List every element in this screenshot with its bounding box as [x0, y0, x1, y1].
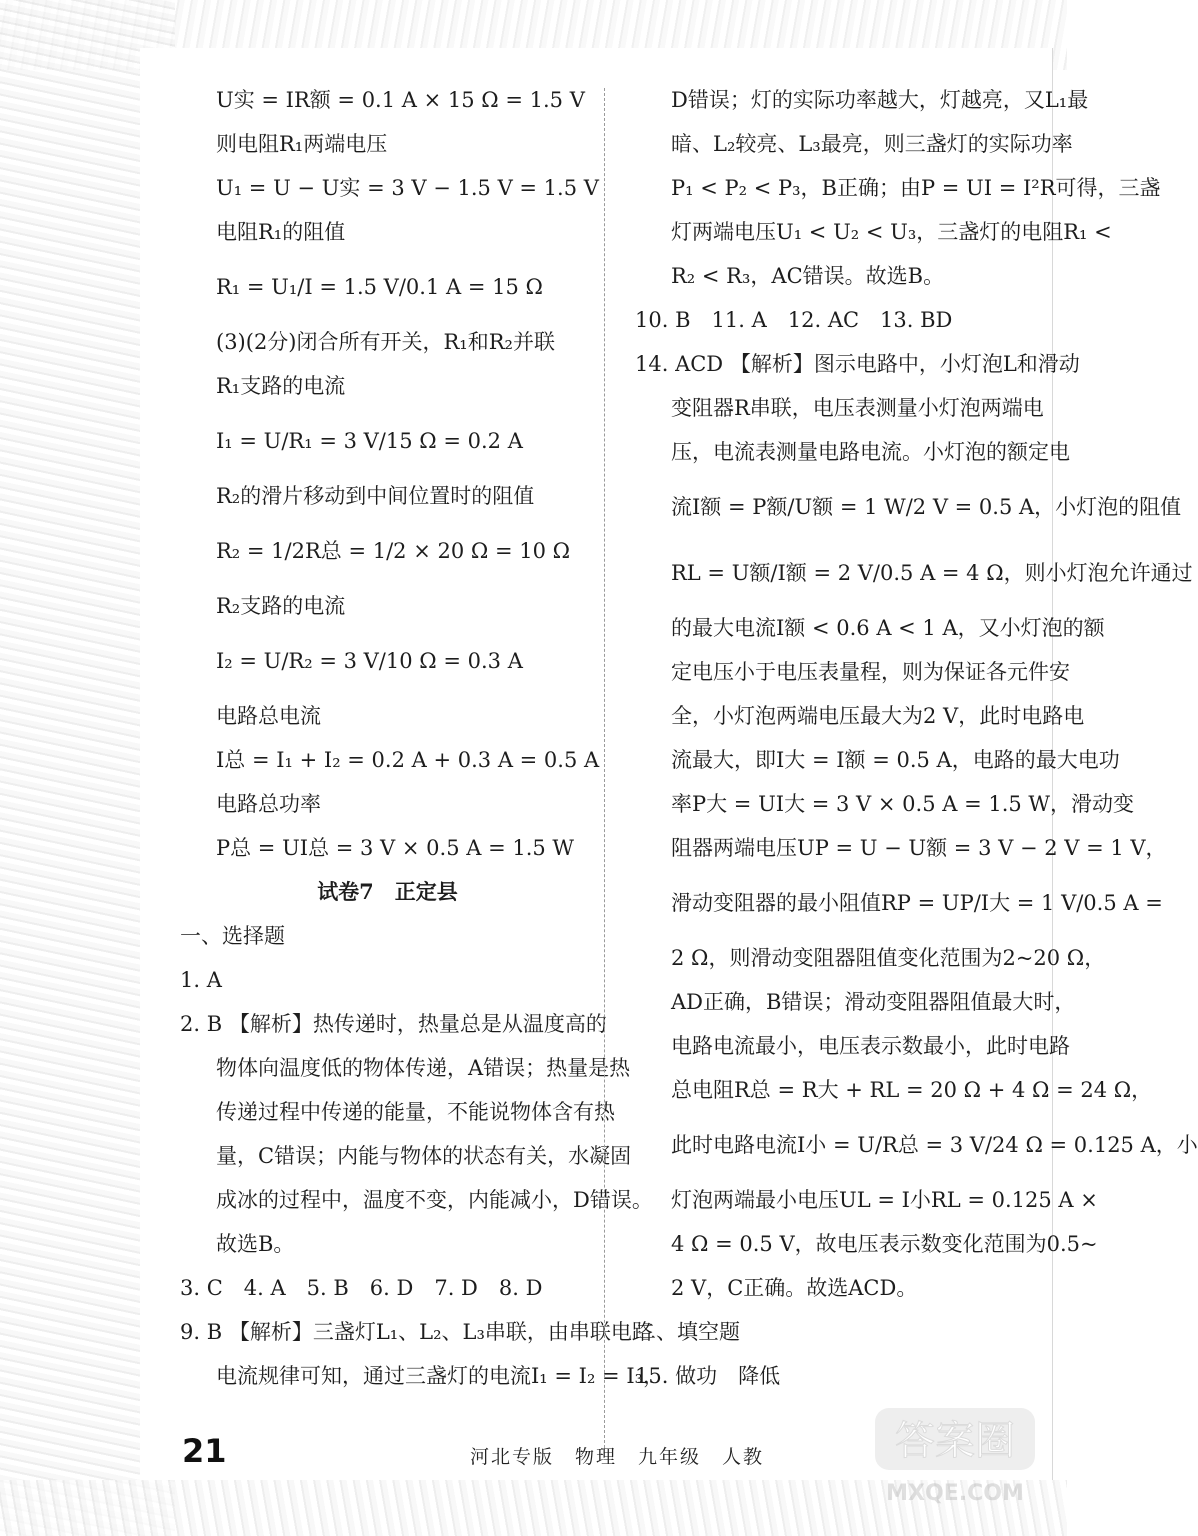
text-line: 率P大 = UI大 = 3 V × 0.5 A = 1.5 W，滑动变 — [671, 792, 1135, 816]
text-line: 电阻R₁的阻值 — [216, 220, 346, 244]
text-line: 2 Ω，则滑动变阻器阻值变化范围为2~20 Ω， — [671, 946, 1106, 970]
left-column — [180, 78, 665, 1398]
answer-line: 10. B 11. A 12. AC 13. BD — [635, 308, 953, 332]
right-column — [635, 78, 1198, 1398]
formula-line: 流I额 = P额/U额 = 1 W/2 V = 0.5 A，小灯泡的阻值 — [671, 495, 1182, 519]
answer-line: 14. ACD 【解析】图示电路中，小灯泡L和滑动 — [635, 352, 1080, 376]
text-line: P₁ < P₂ < P₃，B正确；由P = UI = I²R可得，三盏 — [671, 176, 1161, 200]
text-line: 流最大，即I大 = I额 = 0.5 A，电路的最大电功 — [671, 748, 1120, 772]
answer-line: 3. C 4. A 5. B 6. D 7. D 8. D — [180, 1276, 543, 1300]
text-line: 全，小灯泡两端电压最大为2 V，此时电路电 — [671, 704, 1085, 728]
formula-line: I₂ = U/R₂ = 3 V/10 Ω = 0.3 A — [216, 649, 523, 673]
footer-edition: 河北专版 物理 九年级 人教 — [470, 1446, 765, 1468]
text-line: 阻器两端电压UP = U − U额 = 3 V − 2 V = 1 V， — [671, 836, 1167, 860]
text-line: 2 V，C正确。故选ACD。 — [671, 1276, 918, 1300]
formula-line: R₂ = 1/2R总 = 1/2 × 20 Ω = 10 Ω — [216, 539, 571, 563]
formula-line: 滑动变阻器的最小阻值RP = UP/I大 = 1 V/0.5 A = — [671, 891, 1163, 915]
text-line: 4 Ω = 0.5 V，故电压表示数变化范围为0.5~ — [671, 1232, 1098, 1256]
text-line: 的最大电流I额 < 0.6 A < 1 A，又小灯泡的额 — [671, 616, 1105, 640]
formula-line: 此时电路电流I小 = U/R总 = 3 V/24 Ω = 0.125 A，小 — [671, 1133, 1198, 1157]
watermark-logo — [870, 1400, 1040, 1510]
formula-line: I₁ = U/R₁ = 3 V/15 Ω = 0.2 A — [216, 429, 523, 453]
text-line: I总 = I₁ + I₂ = 0.2 A + 0.3 A = 0.5 A — [216, 748, 600, 772]
text-line: U实 = IR额 = 0.1 A × 15 Ω = 1.5 V — [216, 88, 585, 112]
text-line: R₁支路的电流 — [216, 374, 346, 398]
section-title-fill: 二、填空题 — [635, 1320, 740, 1344]
text-line: 物体向温度低的物体传递，A错误；热量是热 — [216, 1056, 631, 1080]
text-line: R₂支路的电流 — [216, 594, 346, 618]
text-line: 总电阻R总 = R大 + RL = 20 Ω + 4 Ω = 24 Ω， — [671, 1078, 1153, 1102]
text-line: (3)(2分)闭合所有开关，R₁和R₂并联 — [216, 330, 555, 354]
watermark-main-text: 答案圈 — [895, 1418, 1015, 1464]
text-line: 电流规律可知，通过三盏灯的电流I₁ = I₂ = I₃， — [216, 1364, 665, 1388]
column-divider — [604, 88, 605, 1448]
text-line: 成冰的过程中，温度不变，内能减小，D错误。 — [216, 1188, 653, 1212]
text-line: U₁ = U − U实 = 3 V − 1.5 V = 1.5 V — [216, 176, 599, 200]
answer-line: 9. B 【解析】三盏灯L₁、L₂、L₃串联，由串联电路 — [180, 1320, 653, 1344]
text-line: 灯泡两端最小电压UL = I小RL = 0.125 A × — [671, 1188, 1098, 1212]
text-line: 则电阻R₁两端电压 — [216, 132, 388, 156]
text-line: P总 = UI总 = 3 V × 0.5 A = 1.5 W — [216, 836, 575, 860]
formula-line: RL = U额/I额 = 2 V/0.5 A = 4 Ω，则小灯泡允许通过 — [671, 561, 1193, 585]
page-number: 21 — [182, 1432, 227, 1470]
answer-page — [140, 48, 1198, 1480]
section-heading-test7: 试卷7 正定县 — [317, 879, 458, 904]
text-line: R₂的滑片移动到中间位置时的阻值 — [216, 484, 535, 508]
text-line: 电路电流最小，电压表示数最小，此时电路 — [671, 1034, 1070, 1058]
text-line: 定电压小于电压表量程，则为保证各元件安 — [671, 660, 1070, 684]
answer-line: 1. A — [180, 968, 222, 992]
text-line: 传递过程中传递的能量，不能说物体含有热 — [216, 1100, 615, 1124]
text-line: 量，C错误；内能与物体的状态有关，水凝固 — [216, 1144, 632, 1168]
section-title-choice: 一、选择题 — [180, 924, 285, 948]
formula-line: R₁ = U₁/I = 1.5 V/0.1 A = 15 Ω — [216, 275, 543, 299]
text-line: AD正确，B错误；滑动变阻器阻值最大时， — [671, 990, 1076, 1014]
answer-line: 15. 做功 降低 — [635, 1364, 781, 1388]
answer-line: 2. B 【解析】热传递时，热量总是从温度高的 — [180, 1012, 607, 1036]
text-line: 电路总电流 — [216, 704, 321, 728]
text-line: 电路总功率 — [216, 792, 321, 816]
text-line: 暗、L₂较亮、L₃最亮，则三盏灯的实际功率 — [671, 132, 1073, 156]
text-line: 故选B。 — [216, 1232, 295, 1256]
text-line: D错误；灯的实际功率越大，灯越亮，又L₁最 — [671, 88, 1089, 112]
text-line: 压，电流表测量电路电流。小灯泡的额定电 — [671, 440, 1070, 464]
text-line: 灯两端电压U₁ < U₂ < U₃，三盏灯的电阻R₁ < — [671, 220, 1112, 244]
text-line: R₂ < R₃，AC错误。故选B。 — [671, 264, 945, 288]
watermark-url: MXQE.COM — [886, 1481, 1024, 1506]
text-line: 变阻器R串联，电压表测量小灯泡两端电 — [671, 396, 1044, 420]
